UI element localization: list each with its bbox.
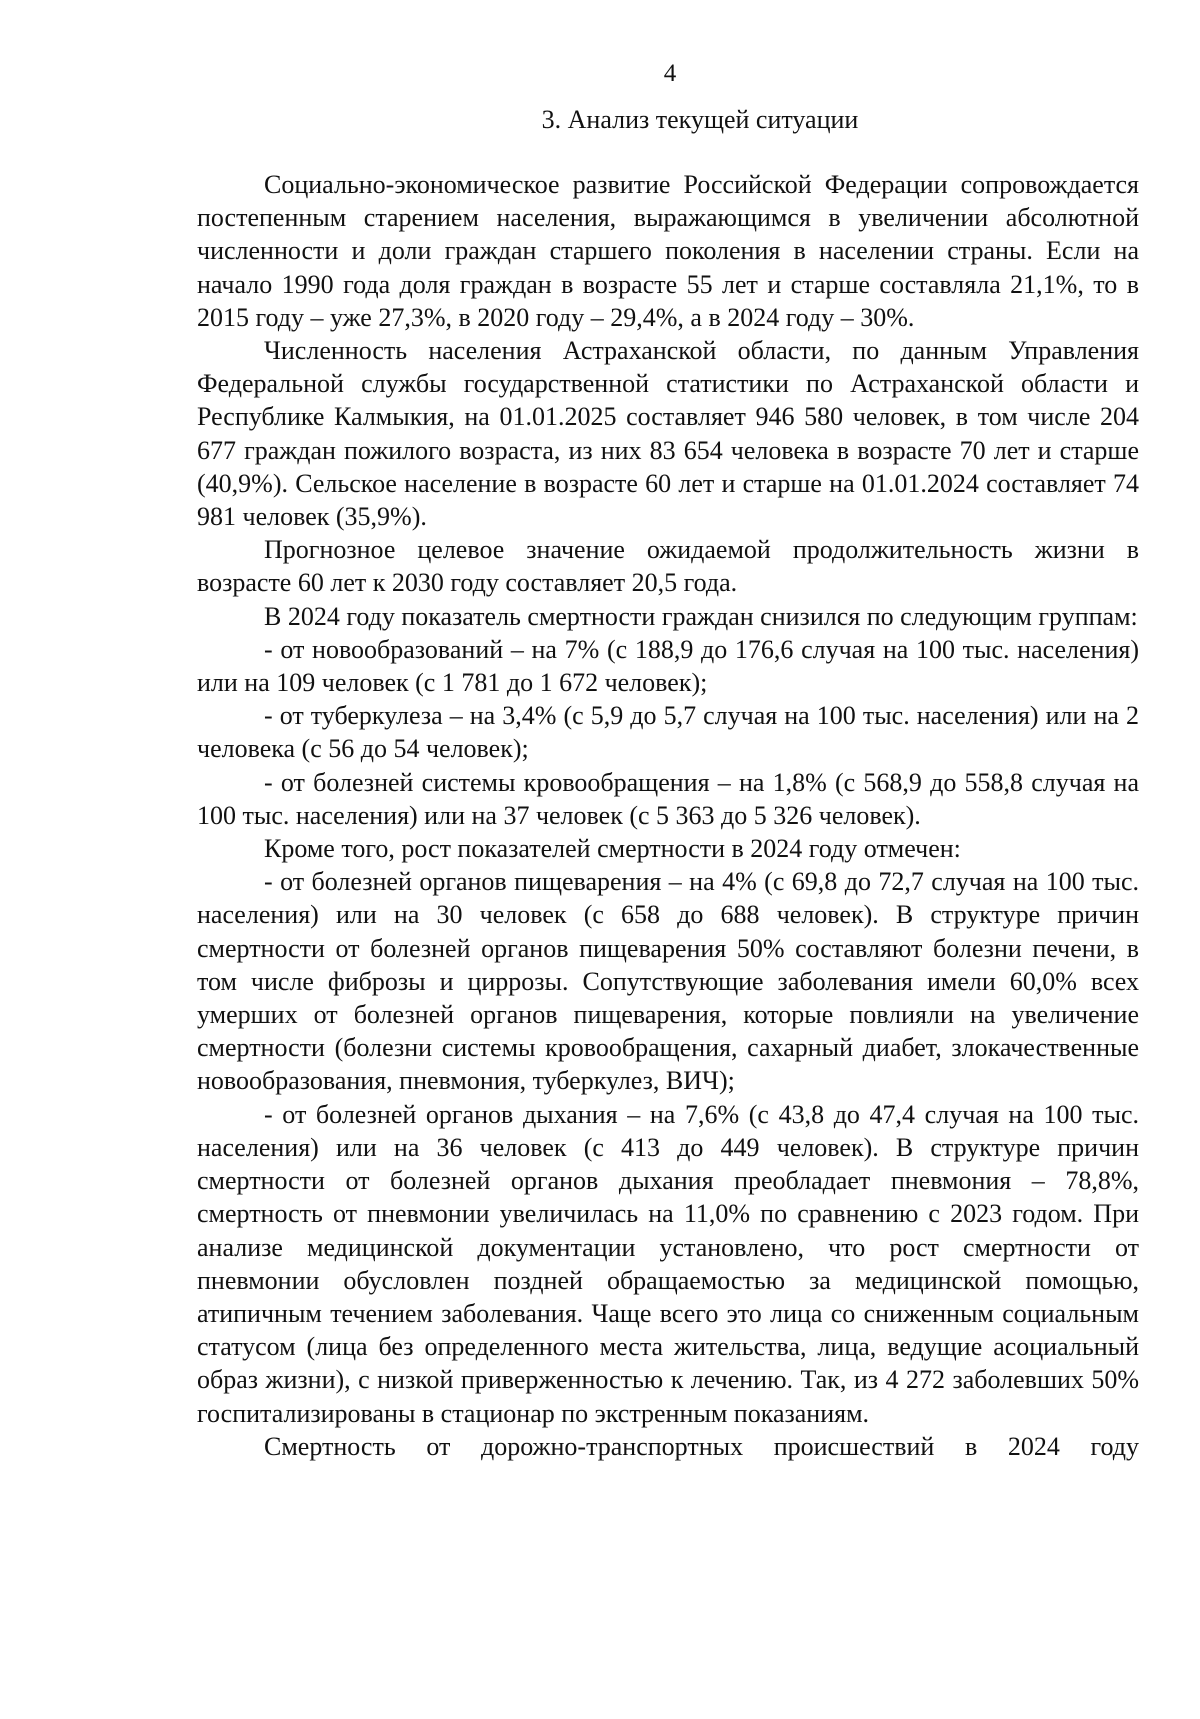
body-text xyxy=(197,168,1139,1463)
list-item-tuberculosis: - от туберкулеза – на 3,4% (с 5,9 до 5,7 случая на 100 тыс. населения) или на 2 человека (с 56 до 54 человек); xyxy=(197,701,1139,764)
section-title: 3. Анализ текущей ситуации xyxy=(541,105,859,134)
list-item-circulatory: - от болезней системы кровообращения – на 1,8% (с 568,9 до 558,8 случая на 100 тыс. населения) или на 37 человек (с 5 363 до 5 326 человек). xyxy=(197,767,1139,830)
paragraph-life-expectancy: Прогнозное целевое значение ожидаемой продолжительность жизни в возрасте 60 лет к 2030 году составляет 20,5 года. xyxy=(197,535,1139,598)
paragraph-population-aging: Социально-экономическое развитие Российской Федерации сопровождается постепенным старением населения, выражающимся в увеличении абсолютной численности и доли граждан старшего поколения в населении страны. Если на начало 1990 года доля граждан в возрасте 55 лет и старше составляла 21,1%, то в 2015 году – уже 27,3%, в 2020 году – 29,4%, а в 2024 году – 30%. xyxy=(197,170,1139,332)
paragraph-astrakhan-population: Численность населения Астраханской области, по данным Управления Федеральной службы государственной статистики по Астраханской области и Республике Калмыкия, на 01.01.2025 составляет 946 580 человек, в том числе 204 677 граждан пожилого возраста, из них 83 654 человека в возрасте 70 лет и старше (40,9%). Сельское население в возрасте 60 лет и старше на 01.01.2024 составляет 74 981 человек (35,9%). xyxy=(197,336,1139,532)
paragraph-mortality-increase-intro: Кроме того, рост показателей смертности в 2024 году отмечен: xyxy=(264,834,961,864)
list-item-neoplasms: - от новообразований – на 7% (с 188,9 до 176,6 случая на 100 тыс. населения) или на 109 человек (с 1 781 до 1 672 человек); xyxy=(197,634,1139,698)
list-item-respiratory: - от болезней органов дыхания – на 7,6% (с 43,8 до 47,4 случая на 100 тыс. населения) или на 36 человек (с 413 до 449 человек). В структуре причин смертности от болезней органов дыхания преобладает пневмония – 78,8%, смертность от пневмонии увеличилась на 11,0% по сравнению с 2023 годом. При анализе медицинской документации установлено, что рост смертности от пневмонии обусловлен поздней обращаемостью за медицинской помощью, атипичным течением заболевания. Чаще всего это лица со сниженным социальным статусом (лица без определенного места жительства, лица, ведущие асоциальный образ жизни), с низкой приверженностью к лечению. Так, из 4 272 заболевших 50% госпитализированы в стационар по экстренным показаниям. xyxy=(197,1099,1139,1428)
page-number: 4 xyxy=(663,60,677,87)
paragraph-mortality-decrease-intro: В 2024 году показатель смертности граждан снизился по следующим группам: xyxy=(264,601,1138,631)
paragraph-road-accidents: Смертность от дорожно-транспортных происшествий в 2024 году xyxy=(264,1431,1139,1461)
list-item-digestive: - от болезней органов пищеварения – на 4% (с 69,8 до 72,7 случая на 100 тыс. населения) или на 30 человек (с 658 до 688 человек). В структуре причин смертности от болезней органов пищеварения 50% составляют болезни печени, в том числе фиброзы и циррозы. Сопутствующие заболевания имели 60,0% всех умерших от болезней органов пищеварения, которые повлияли на увеличение смертности (болезни системы кровообращения, сахарный диабет, злокачественные новообразования, пневмония, туберкулез, ВИЧ); xyxy=(197,867,1139,1096)
